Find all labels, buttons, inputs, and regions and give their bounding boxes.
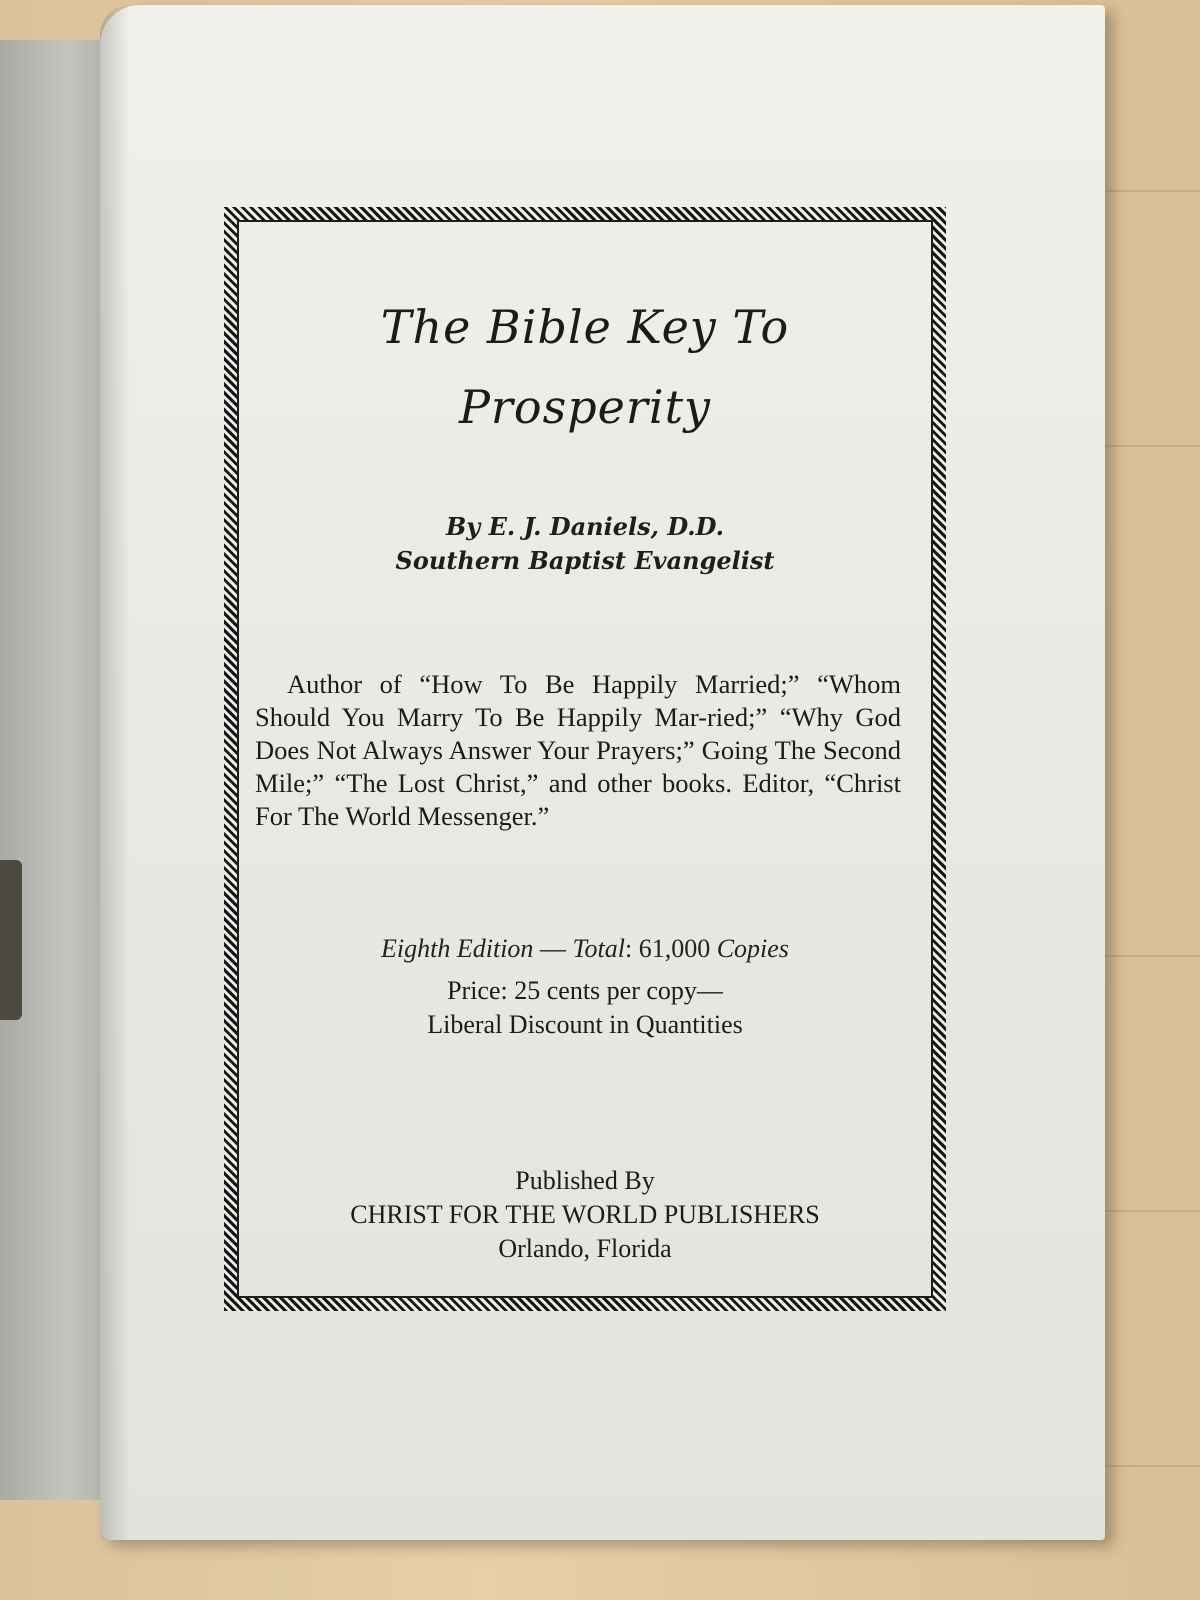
edition-separator: — xyxy=(539,934,566,963)
previous-page xyxy=(0,40,110,1500)
table-grain xyxy=(1100,190,1200,192)
title-page xyxy=(100,5,1105,1540)
copies-label: Copies xyxy=(716,934,789,963)
publisher-location: Orlando, Florida xyxy=(498,1234,672,1263)
decorative-border xyxy=(224,207,946,1311)
bookmark-tab xyxy=(0,860,22,1020)
total-label: Total xyxy=(572,934,625,963)
author-bibliography: Author of “How To Be Happily Married;” “Whom Should You Marry To Be Happily Mar-ried;” “Why God Does Not Always Answer Your Prayers;” Going The Second Mile;” “The Lost Christ,” and other books. Editor, “Christ For The World Messenger.” xyxy=(255,669,901,831)
price-line: Price: 25 cents per copy— xyxy=(447,976,723,1005)
total-copies-value: 61,000 xyxy=(638,934,711,963)
title-line-1: The Bible Key To xyxy=(380,300,790,354)
table-grain xyxy=(1100,1465,1200,1467)
edition-label: Eighth Edition xyxy=(381,934,534,963)
title-line-2: Prosperity xyxy=(458,380,712,434)
author-byline: By E. J. Daniels, D.D. xyxy=(446,512,724,541)
author-role: Southern Baptist Evangelist xyxy=(395,546,775,575)
published-by: Published By xyxy=(515,1166,655,1195)
discount-line: Liberal Discount in Quantities xyxy=(427,1010,743,1039)
spine-shadow xyxy=(100,5,130,1540)
table-grain xyxy=(1100,445,1200,447)
table-grain xyxy=(1100,1210,1200,1212)
table-grain xyxy=(1100,955,1200,957)
edition-line: Eighth Edition — Total: 61,000 Copies xyxy=(381,934,789,963)
publisher-name: CHRIST FOR THE WORLD PUBLISHERS xyxy=(350,1200,820,1229)
